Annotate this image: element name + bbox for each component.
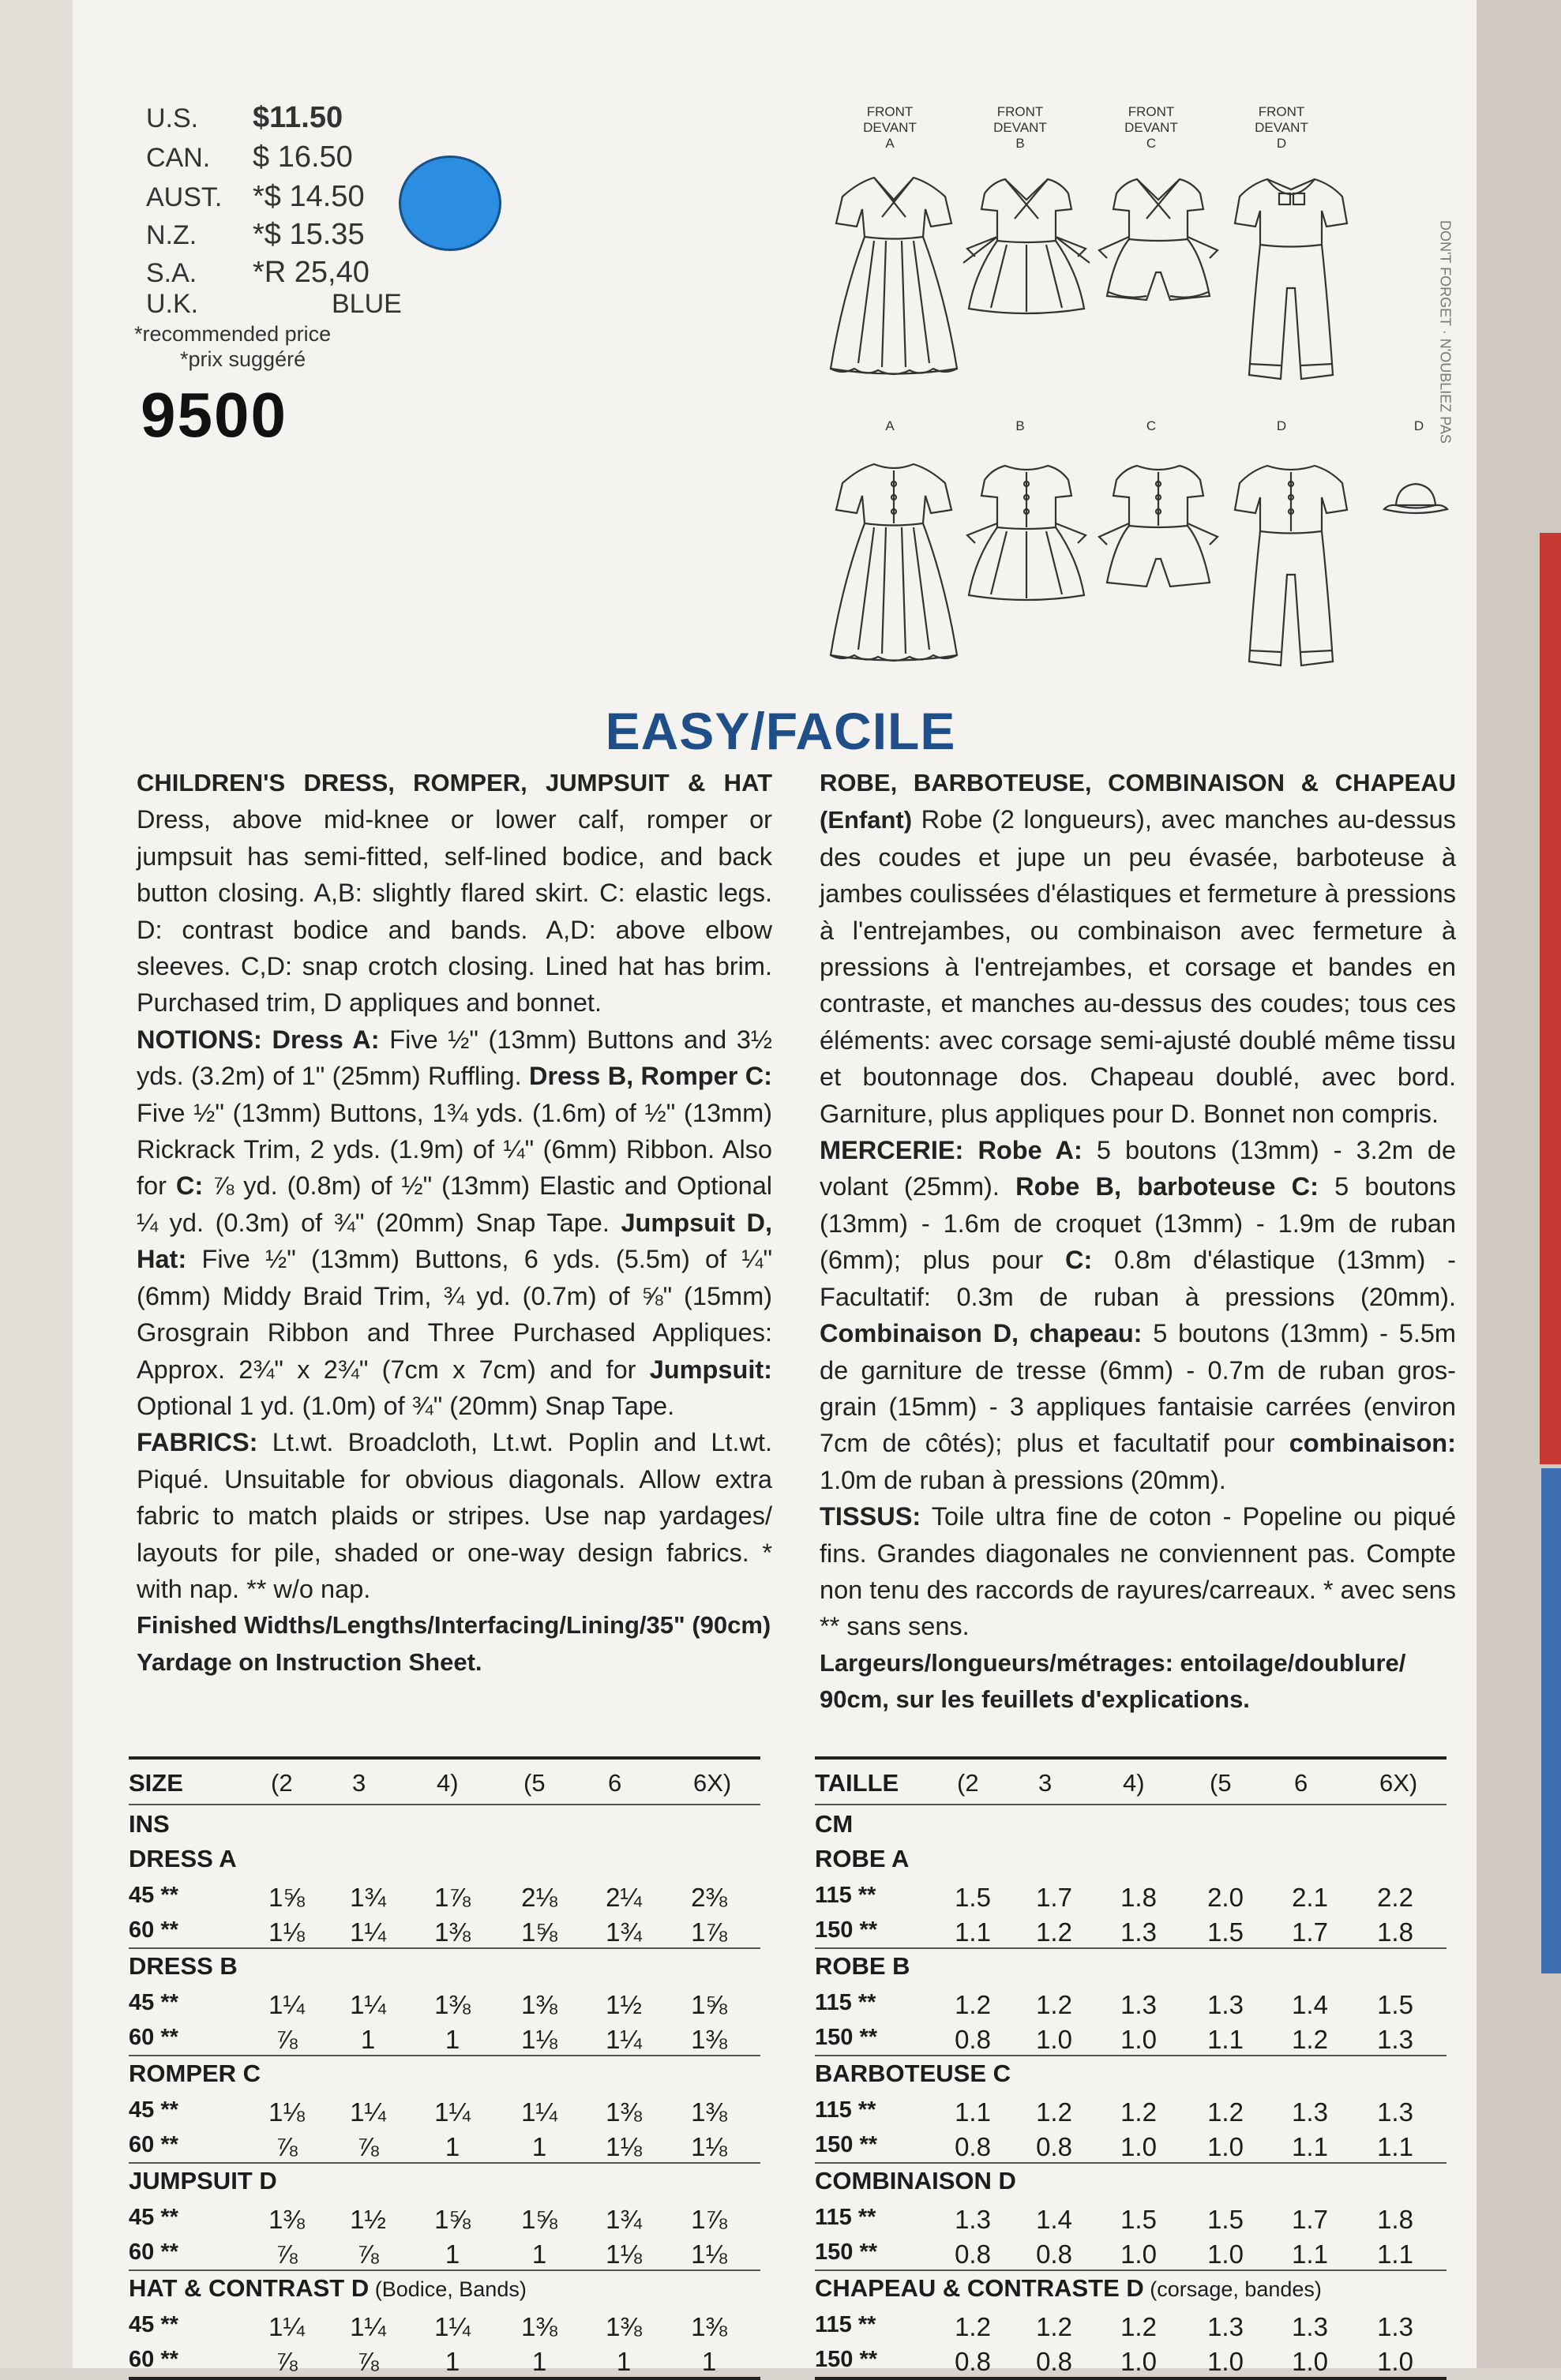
french-finished-note: Largeurs/longueurs/métrages: entoilage/doublure/ 90cm, sur les feuillets d'explications. [820, 1648, 1406, 1714]
size-column-header: 6 [1294, 1769, 1308, 1797]
table-row [129, 2235, 760, 2269]
yardage-cell: 1.0 [1120, 2132, 1157, 2161]
table-header-row [815, 1760, 1447, 1805]
price-label: U.K. [146, 289, 199, 319]
yardage-cell: 0.8 [955, 2132, 991, 2161]
yardage-cell: 0.8 [1036, 2347, 1072, 2376]
fabric-width-label: 115 ** [815, 2312, 876, 2337]
front-label-c: FRONT DEVANT C [1124, 104, 1178, 151]
group-subtitle: (Bodice, Bands) [369, 2277, 527, 2301]
yardage-cell: 2.0 [1207, 1883, 1244, 1912]
english-heading: CHILDREN'S DRESS, ROMPER, JUMPSUIT & HAT [137, 769, 772, 796]
yardage-cell: 1.5 [955, 1883, 991, 1912]
yardage-cell: 1.2 [1036, 2097, 1072, 2127]
yardage-cell: 0.8 [955, 2347, 991, 2376]
french-heading: ROBE, BARBOTEUSE, COMBINAISON & CHAPEAU (Enfant) [820, 769, 1456, 834]
yardage-cell: 0.8 [955, 2025, 991, 2054]
yardage-cell: 1.1 [1292, 2132, 1328, 2161]
fabric-width-label: 150 ** [815, 2025, 878, 2050]
table-row [815, 2020, 1447, 2055]
front-label-a: FRONT DEVANT A [863, 104, 917, 151]
back-view-dress-a [827, 448, 961, 669]
yardage-cell: 1.7 [1292, 2205, 1328, 2234]
yardage-cell: 1¾ [606, 1917, 642, 1947]
yardage-cell: 1.3 [955, 2205, 991, 2234]
back-label-d: D [1276, 418, 1287, 433]
table-row [815, 1913, 1447, 1947]
english-fabrics: FABRICS: Lt.wt. Broadcloth, Lt.wt. Poplin and Lt.wt. Piqué. Unsuitable for obvious diagonals. Allow extra fabric to match plaids or stripes. Use nap yardages/ layouts for pile, shaded or one-way design fabrics. * with nap. ** w/o nap. [137, 1428, 772, 1603]
yardage-table-inches [129, 1756, 760, 2380]
table-row [129, 2020, 760, 2055]
back-label-c: C [1146, 418, 1157, 433]
back-view-jumpsuit-d [1224, 448, 1358, 685]
fabric-width-label: 60 ** [129, 1917, 178, 1943]
yardage-cell: 1.2 [1120, 2312, 1157, 2341]
yardage-cell: 1⅞ [434, 1883, 471, 1912]
yardage-cell: 2⅛ [521, 1883, 557, 1912]
yardage-cell: 1⅛ [521, 2025, 557, 2054]
price-value: BLUE [332, 289, 402, 319]
group-title [815, 2271, 1447, 2307]
yardage-cell: 1⅛ [268, 2097, 305, 2127]
price-label: U.S. [146, 103, 199, 133]
fabric-group [129, 2271, 760, 2380]
fabric-width-label: 45 ** [129, 1990, 178, 2015]
yardage-cell: 1 [445, 2025, 460, 2054]
group-title-text: JUMPSUIT D [129, 2167, 277, 2194]
yardage-cell: 1.4 [1292, 1990, 1328, 2019]
table-row [815, 1985, 1447, 2020]
yardage-cell: 1.3 [1207, 1990, 1244, 2019]
size-label: SIZE [129, 1769, 183, 1797]
color-dot [399, 156, 501, 251]
french-description-text: Robe (2 longueurs), avec manches au-dessus des coudes et jupe un peu évasée, barboteuse à jambes coulissées d'élastiques et fermeture à pressions à l'entrejambes, ou combinaison avec fermeture à pressions à l'entrejambes, et corsage et bandes en contraste, et manches au-dessus des coudes; tous ces éléments: avec corsage semi-ajusté doublé même tissu et boutonnage dos. Chapeau doublé, avec bord. Garniture, plus appliques pour D. Bonnet non compris. [820, 805, 1456, 1128]
table-header-row [129, 1760, 760, 1805]
fabric-width-label: 60 ** [129, 2025, 178, 2050]
yardage-cell: 1.5 [1207, 2205, 1244, 2234]
yardage-cell: 1¼ [606, 2025, 642, 2054]
yardage-cell: 1.3 [1292, 2312, 1328, 2341]
yardage-cell: 1.8 [1377, 1917, 1413, 1947]
yardage-cell: 1.0 [1207, 2347, 1244, 2376]
english-finished-note: Finished Widths/Lengths/Interfacing/Lining/35" (90cm) Yardage on Instruction Sheet. [137, 1611, 771, 1676]
yardage-cell: 1.3 [1120, 1990, 1157, 2019]
yardage-cell: ⅞ [276, 2347, 298, 2376]
yardage-cell: 1.2 [955, 2312, 991, 2341]
yardage-cell: 1 [531, 2132, 547, 2161]
yardage-cell: 1⅜ [691, 2097, 727, 2127]
size-column-header: 6X) [1379, 1769, 1418, 1797]
back-label-hat-d: D [1413, 418, 1424, 433]
back-label-a: A [885, 418, 895, 433]
fabric-width-label: 45 ** [129, 1883, 178, 1908]
yardage-cell: 1.8 [1120, 1883, 1157, 1912]
yardage-cell: 1⅜ [434, 1917, 471, 1947]
table-row [815, 2307, 1447, 2342]
english-description [137, 764, 772, 1681]
right-margin-note [1421, 0, 1469, 679]
table-row [129, 1878, 760, 1913]
front-view-romper-c [1091, 162, 1225, 312]
yardage-cell: 1.2 [1036, 1990, 1072, 2019]
yardage-cell: 1¼ [350, 1990, 386, 2019]
fabric-group [815, 1842, 1447, 1949]
table-row [129, 2200, 760, 2235]
yardage-cell: 1.0 [1036, 2025, 1072, 2054]
price-row-sa [146, 256, 370, 290]
table-row [129, 2127, 760, 2162]
hat-d-drawing [1380, 478, 1451, 525]
group-title-text: BARBOTEUSE C [815, 2060, 1011, 2087]
blue-edge-tab [1541, 1468, 1561, 1973]
yardage-cell: 1¼ [350, 1917, 386, 1947]
fabric-group [129, 1949, 760, 2056]
yardage-cell: 0.8 [1036, 2132, 1072, 2161]
table-row [815, 2200, 1447, 2235]
table-row [815, 2093, 1447, 2127]
yardage-cell: ⅞ [357, 2239, 379, 2269]
english-intro [137, 764, 772, 1021]
group-title-text: COMBINAISON D [815, 2167, 1016, 2194]
fabric-width-label: 150 ** [815, 2132, 878, 2157]
table-row [815, 2127, 1447, 2162]
yardage-cell: 1.4 [1036, 2205, 1072, 2234]
group-title [129, 1949, 760, 1985]
yardage-cell: 2¼ [606, 1883, 642, 1912]
price-label: CAN. [146, 143, 211, 173]
size-column-header: (5 [523, 1769, 546, 1797]
size-label: TAILLE [815, 1769, 899, 1797]
group-title [129, 1842, 760, 1878]
back-view-dress-b [959, 448, 1094, 606]
yardage-cell: 1.3 [1207, 2312, 1244, 2341]
red-edge-tab [1540, 533, 1561, 1464]
fabric-width-label: 45 ** [129, 2205, 178, 2230]
group-title-text: HAT & CONTRAST D [129, 2274, 370, 2302]
table-row [815, 2342, 1447, 2377]
fabric-width-label: 60 ** [129, 2132, 178, 2157]
yardage-cell: 1⅛ [606, 2239, 642, 2269]
group-title [129, 2056, 760, 2093]
fabric-width-label: 150 ** [815, 1917, 878, 1943]
yardage-cell: 1¾ [606, 2205, 642, 2234]
size-column-header: 6X) [693, 1769, 732, 1797]
fabric-width-label: 150 ** [815, 2239, 878, 2265]
french-intro [820, 764, 1456, 1132]
yardage-cell: 2.1 [1292, 1883, 1328, 1912]
yardage-cell: 2⅜ [691, 1883, 727, 1912]
price-row-us [146, 101, 343, 135]
right-margin-text: DON'T FORGET · N'OUBLIEZ PAS [1437, 220, 1454, 444]
yardage-cell: 1.1 [955, 2097, 991, 2127]
front-label-d: FRONT DEVANT D [1255, 104, 1308, 151]
yardage-cell: ⅞ [276, 2239, 298, 2269]
table-row [129, 2093, 760, 2127]
table-row [129, 1985, 760, 2020]
yardage-cell: 1.3 [1120, 1917, 1157, 1947]
yardage-cell: 1.7 [1292, 1917, 1328, 1947]
group-title-text: CHAPEAU & CONTRASTE D [815, 2274, 1144, 2302]
yardage-cell: 1 [701, 2347, 717, 2376]
fabric-width-label: 45 ** [129, 2097, 178, 2123]
fabric-width-label: 150 ** [815, 2347, 878, 2372]
unit-label: CM [815, 1810, 854, 1838]
group-title [815, 1949, 1447, 1985]
french-fabrics: TISSUS: Toile ultra fine de coton - Popeline ou piqué fins. Grandes diagonales ne conviennent pas. Compte non tenu des raccords de rayures/carreaux. * avec sens ** sans sens. [820, 1502, 1456, 1641]
table-row [129, 2307, 760, 2342]
price-value: *$ 15.35 [253, 218, 365, 251]
size-column-header: 4) [1123, 1769, 1145, 1797]
yardage-cell: 1¾ [350, 1883, 386, 1912]
yardage-cell: 1¼ [521, 2097, 557, 2127]
table-row [815, 1878, 1447, 1913]
size-column-header: 6 [608, 1769, 622, 1797]
yardage-cell: 1½ [350, 2205, 386, 2234]
fabric-width-label: 60 ** [129, 2347, 178, 2372]
yardage-cell: 1½ [606, 1990, 642, 2019]
yardage-cell: 1¼ [268, 2312, 305, 2341]
price-label: AUST. [146, 182, 223, 212]
fabric-group [815, 2271, 1447, 2380]
front-view-dress-a [827, 162, 961, 379]
yardage-cell: 1.0 [1120, 2239, 1157, 2269]
table-row [129, 2342, 760, 2377]
yardage-cell: 1.5 [1377, 1990, 1413, 2019]
yardage-cell: 1 [616, 2347, 632, 2376]
yardage-cell: 1¼ [268, 1990, 305, 2019]
yardage-cell: 1 [445, 2132, 460, 2161]
yardage-cell: 0.8 [1036, 2239, 1072, 2269]
yardage-cell: 1.1 [1292, 2239, 1328, 2269]
yardage-cell: 1.3 [1377, 2097, 1413, 2127]
fabric-group [815, 2164, 1447, 2271]
fabric-width-label: 115 ** [815, 1883, 876, 1908]
yardage-cell: 1.1 [955, 1917, 991, 1947]
suggested-price-note: *prix suggéré [180, 347, 306, 371]
french-description [820, 764, 1456, 1718]
price-row-uk [146, 289, 402, 320]
yardage-cell: 2.2 [1377, 1883, 1413, 1912]
yardage-cell: ⅞ [357, 2347, 379, 2376]
fabric-group [129, 1842, 760, 1949]
yardage-cell: 1⅜ [606, 2312, 642, 2341]
yardage-cell: 1⅝ [268, 1883, 305, 1912]
price-value: $ 16.50 [253, 141, 353, 174]
yardage-cell: 1⅛ [268, 1917, 305, 1947]
front-view-dress-b [959, 162, 1094, 320]
price-row-nz [146, 218, 365, 252]
front-label-b: FRONT DEVANT B [993, 104, 1047, 151]
yardage-cell: 1⅜ [691, 2025, 727, 2054]
yardage-cell: 1.2 [1207, 2097, 1244, 2127]
english-description-text: Dress, above mid-knee or lower calf, romper or jumpsuit has semi-fitted, self-lined bodice, and back button closing. A,B: slightly flared skirt. C: elastic legs. D: contrast bodice and bands. A,D: above elbow sleeves. C,D: snap crotch closing. Lined hat has brim. Purchased trim, D appliques and bonnet. [137, 805, 772, 1018]
size-column-header: (2 [957, 1769, 979, 1797]
price-row-aust [146, 180, 365, 214]
yardage-cell: 1.8 [1377, 2205, 1413, 2234]
price-value: $11.50 [253, 101, 343, 134]
yardage-cell: 1.5 [1207, 1917, 1244, 1947]
yardage-cell: 1⅜ [691, 2312, 727, 2341]
price-value: *$ 14.50 [253, 180, 365, 213]
fabric-group [815, 2056, 1447, 2164]
yardage-cell: 1¼ [350, 2312, 386, 2341]
yardage-cell: 1.2 [1120, 2097, 1157, 2127]
yardage-cell: 1 [445, 2239, 460, 2269]
left-margin-strip [0, 0, 73, 2368]
front-view-jumpsuit-d [1224, 162, 1358, 399]
yardage-cell: 1⅜ [521, 2312, 557, 2341]
yardage-cell: 1.0 [1207, 2239, 1244, 2269]
yardage-cell: 1.5 [1120, 2205, 1157, 2234]
pattern-number: 9500 [141, 380, 287, 450]
yardage-cell: 1.1 [1207, 2025, 1244, 2054]
yardage-cell: 1.0 [1120, 2025, 1157, 2054]
size-column-header: (2 [271, 1769, 293, 1797]
yardage-cell: 1⅞ [691, 2205, 727, 2234]
yardage-cell: 1⅛ [606, 2132, 642, 2161]
yardage-cell: 1⅜ [434, 1990, 471, 2019]
yardage-cell: 1.2 [955, 1990, 991, 2019]
group-title-text: ROBE B [815, 1952, 910, 1980]
back-view-romper-c [1091, 448, 1225, 606]
yardage-table-cm [815, 1756, 1447, 2380]
group-title [815, 2164, 1447, 2200]
yardage-cell: 1.2 [1036, 1917, 1072, 1947]
yardage-cell: 1.0 [1292, 2347, 1328, 2376]
english-notions: NOTIONS: Dress A: Five ½" (13mm) Buttons and 3½ yds. (3.2m) of 1" (25mm) Ruffling. Dress B, Romper C: Five ½" (13mm) Buttons, 1¾ yds. (1.6m) of ½" (13mm) Rickrack Trim, 2 yds. (1.9m) of ¼" (6mm) Ribbon. Also for C: ⅞ yd. (0.8m) of ½" (13mm) Elastic and Optional ¼ yd. (0.3m) of ¾" (20mm) Snap Tape. Jumpsuit D, Hat: Five ½" (13mm) Buttons, 6 yds. (5.5m) of ¼" (6mm) Middy Braid Trim, ¾ yd. (0.7m) of ⅝" (15mm) Grosgrain Ribbon and Three Purchased Appliques: Approx. 2¾" x 2¾" (7cm x 7cm) and for Jumpsuit: Optional 1 yd. (1.0m) of ¾" (20mm) Snap Tape. [137, 1025, 773, 1420]
group-title-text: ROMPER C [129, 2060, 261, 2087]
fabric-group [129, 2164, 760, 2271]
table-row [815, 2235, 1447, 2269]
yardage-cell: 1.2 [1292, 2025, 1328, 2054]
back-label-b: B [1015, 418, 1025, 433]
yardage-cell: 1⅜ [606, 2097, 642, 2127]
group-title-text: DRESS A [129, 1845, 237, 1872]
yardage-cell: 1⅝ [434, 2205, 471, 2234]
fabric-width-label: 115 ** [815, 2097, 876, 2123]
fabric-group [129, 2056, 760, 2164]
yardage-cell: 1⅝ [521, 1917, 557, 1947]
yardage-cell: 1.3 [1377, 2312, 1413, 2341]
size-column-header: 4) [437, 1769, 459, 1797]
yardage-cell: 1.0 [1120, 2347, 1157, 2376]
yardage-cell: 1⅜ [521, 1990, 557, 2019]
yardage-cell: 1⅜ [268, 2205, 305, 2234]
yardage-cell: 1.1 [1377, 2239, 1413, 2269]
group-title-text: ROBE A [815, 1845, 910, 1872]
fabric-width-label: 60 ** [129, 2239, 178, 2265]
size-column-header: 3 [1038, 1769, 1053, 1797]
group-title-text: DRESS B [129, 1952, 238, 1980]
price-label: S.A. [146, 258, 197, 288]
price-label: N.Z. [146, 220, 197, 250]
yardage-cell: ⅞ [276, 2132, 298, 2161]
unit-label: INS [129, 1810, 170, 1838]
yardage-cell: ⅞ [276, 2025, 298, 2054]
recommended-price-note: *recommended price [134, 322, 332, 346]
fabric-width-label: 115 ** [815, 2205, 876, 2230]
table-row [129, 1913, 760, 1947]
fabric-width-label: 45 ** [129, 2312, 178, 2337]
yardage-cell: 0.8 [955, 2239, 991, 2269]
yardage-cell: 1.3 [1292, 2097, 1328, 2127]
yardage-cell: 1.1 [1377, 2132, 1413, 2161]
yardage-cell: 1.7 [1036, 1883, 1072, 1912]
group-title [129, 2164, 760, 2200]
yardage-cell: 1¼ [434, 2312, 471, 2341]
yardage-cell: 1⅛ [691, 2239, 727, 2269]
yardage-cell: 1⅞ [691, 1917, 727, 1947]
yardage-cell: 1.3 [1377, 2025, 1413, 2054]
size-column-header: (5 [1210, 1769, 1232, 1797]
easy-title: EASY/FACILE [605, 702, 956, 760]
yardage-cell: 1.0 [1207, 2132, 1244, 2161]
yardage-cell: 1¼ [434, 2097, 471, 2127]
yardage-cell: 1⅛ [691, 2132, 727, 2161]
french-notions: MERCERIE: Robe A: 5 boutons (13mm) - 3.2m de volant (25mm). Robe B, barboteuse C: 5 boutons (13mm) - 1.6m de croquet (13mm) - 1.9m de ruban (6mm); plus pour C: 0.8m d'élastique (13mm) - Facultatif: 0.3m de ruban à pressions (20mm). Combinaison D, chapeau: 5 boutons (13mm) - 5.5m de garniture de tresse (6mm) - 0.7m de ruban gros-grain (15mm) - 3 appliques fantaisie carrées (environ 7cm de côtés); plus et facultatif pour combinaison: 1.0m de ruban à pressions (20mm). [820, 1136, 1457, 1494]
yardage-cell: 1 [531, 2239, 547, 2269]
fabric-width-label: 115 ** [815, 1990, 876, 2015]
group-title [129, 2271, 760, 2307]
yardage-cell: 1 [360, 2025, 376, 2054]
price-value: *R 25,40 [253, 256, 370, 289]
yardage-cell: 1.0 [1377, 2347, 1413, 2376]
yardage-cell: 1 [531, 2347, 547, 2376]
size-column-header: 3 [352, 1769, 366, 1797]
group-title [815, 2056, 1447, 2093]
yardage-cell: 1 [445, 2347, 460, 2376]
fabric-group [815, 1949, 1447, 2056]
group-subtitle: (corsage, bandes) [1143, 2277, 1322, 2301]
group-title [815, 1842, 1447, 1878]
yardage-cell: 1⅝ [691, 1990, 727, 2019]
yardage-cell: 1⅝ [521, 2205, 557, 2234]
price-row-can [146, 141, 353, 174]
yardage-cell: 1.2 [1036, 2312, 1072, 2341]
yardage-cell: ⅞ [357, 2132, 379, 2161]
yardage-cell: 1¼ [350, 2097, 386, 2127]
